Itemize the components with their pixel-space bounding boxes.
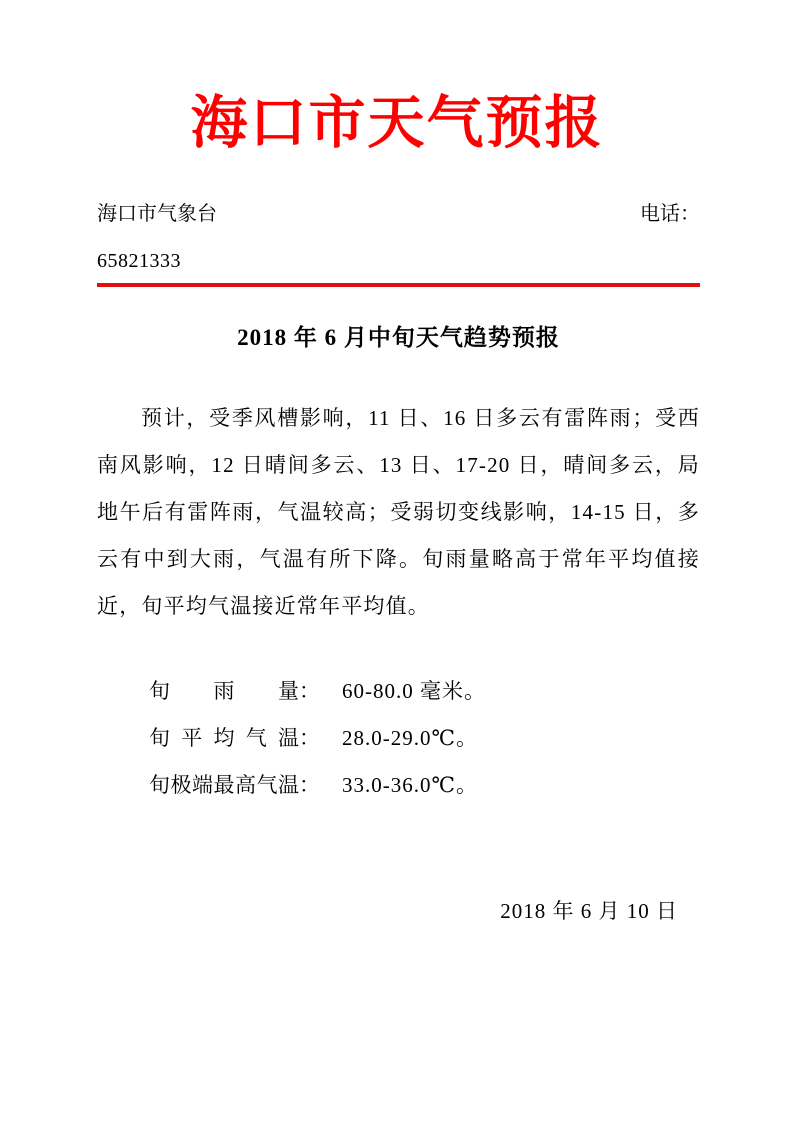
document-date: 2018 年 6 月 10 日 xyxy=(500,899,678,924)
org-name: 海口市气象台 xyxy=(97,203,217,226)
document-content xyxy=(0,201,794,925)
stat-value-avg-temp: 28.0-29.0℃。 xyxy=(342,726,478,751)
document-title: 海口市天气预报 xyxy=(190,91,604,155)
letterhead-row xyxy=(97,201,700,227)
stat-row-avg-temp xyxy=(149,715,700,762)
stat-colon: ： xyxy=(299,726,320,751)
stat-label-rainfall: 旬雨量 xyxy=(149,679,299,704)
phone-number: 65821333 xyxy=(97,250,181,273)
phone-label: 电话： xyxy=(640,203,700,226)
stat-label-extreme-max-temp: 旬极端最高气温 xyxy=(149,773,299,798)
stat-colon: ： xyxy=(299,679,320,704)
stat-value-rainfall: 60-80.0 毫米。 xyxy=(342,679,486,704)
stat-label-avg-temp: 旬平均气温 xyxy=(149,726,299,751)
document-page xyxy=(0,88,794,1123)
stat-row-rainfall xyxy=(149,668,700,715)
stat-colon: ： xyxy=(299,773,320,798)
section-title: 2018 年 6 月中旬天气趋势预报 xyxy=(237,325,560,351)
stat-row-extreme-max-temp xyxy=(149,762,700,809)
stats-block xyxy=(97,668,700,809)
stat-value-extreme-max-temp: 33.0-36.0℃。 xyxy=(342,773,478,798)
forecast-paragraph: 预计，受季风槽影响，11 日、16 日多云有雷阵雨；受西南风影响，12 日晴间多云、13 日、17-20 日，晴间多云，局地午后有雷阵雨，气温较高；受弱切变线影响，14-15 日，多云有中到大雨，气温有所下降。旬雨量略高于常年平均值接近，旬平均气温接近常年平均值。 xyxy=(97,406,700,619)
red-divider-rule xyxy=(97,283,700,287)
